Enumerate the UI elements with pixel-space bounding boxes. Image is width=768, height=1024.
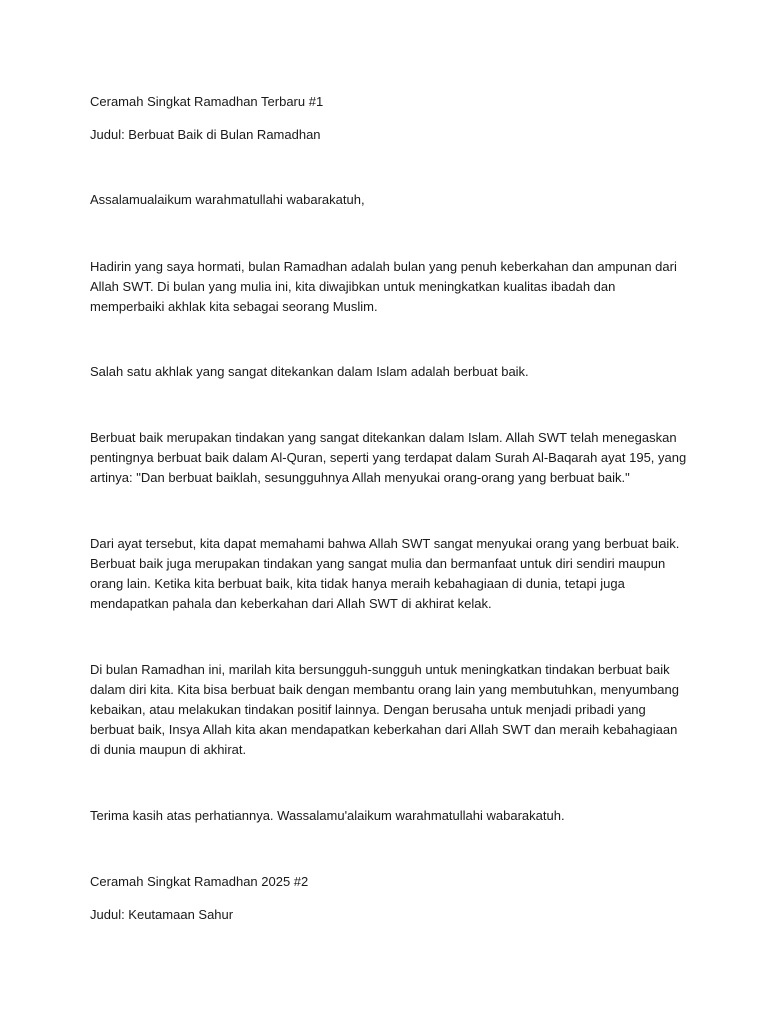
paragraph-1: Hadirin yang saya hormati, bulan Ramadhan adalah bulan yang penuh keberkahan dan ampunan dari Allah SWT. Di bulan yang mulia ini, kita diwajibkan untuk meningkatkan kualitas ibadah dan memperbaiki akhlak kita sebagai seorang Muslim. bbox=[90, 259, 677, 314]
closing: Terima kasih atas perhatiannya. Wassalamu'alaikum warahmatullahi wabarakatuh. bbox=[90, 808, 565, 823]
greeting: Assalamualaikum warahmatullahi wabarakatuh, bbox=[90, 192, 365, 207]
paragraph-5: Di bulan Ramadhan ini, marilah kita bersungguh-sungguh untuk meningkatkan tindakan berbuat baik dalam diri kita. Kita bisa berbuat baik dengan membantu orang lain yang membutuhkan, menyumbang kebaikan, atau melakukan tindakan positif lainnya. Dengan berusaha untuk menjadi pribadi yang berbuat baik, Insya Allah kita akan mendapatkan keberkahan dari Allah SWT dan meraih kebahagiaan di dunia maupun di akhirat. bbox=[90, 662, 679, 757]
subtitle-2: Judul: Keutamaan Sahur bbox=[90, 907, 234, 922]
title-2: Ceramah Singkat Ramadhan 2025 #2 bbox=[90, 874, 309, 889]
document-page bbox=[90, 0, 690, 1024]
paragraph-3: Berbuat baik merupakan tindakan yang sangat ditekankan dalam Islam. Allah SWT telah menegaskan pentingnya berbuat baik dalam Al-Quran, seperti yang terdapat dalam Surah Al-Baqarah ayat 195, yang artinya: "Dan berbuat baiklah, sesungguhnya Allah menyukai orang-orang yang berbuat baik." bbox=[90, 430, 687, 485]
subtitle-1: Judul: Berbuat Baik di Bulan Ramadhan bbox=[90, 127, 321, 142]
title-1: Ceramah Singkat Ramadhan Terbaru #1 bbox=[90, 94, 324, 109]
paragraph-2: Salah satu akhlak yang sangat ditekankan dalam Islam adalah berbuat baik. bbox=[90, 364, 529, 379]
paragraph-4: Dari ayat tersebut, kita dapat memahami bahwa Allah SWT sangat menyukai orang yang berbuat baik. Berbuat baik juga merupakan tindakan yang sangat mulia dan bermanfaat untuk diri sendiri maupun orang lain. Ketika kita berbuat baik, kita tidak hanya meraih kebahagiaan di dunia, tetapi juga mendapatkan pahala dan keberkahan dari Allah SWT di akhirat kelak. bbox=[90, 536, 680, 611]
